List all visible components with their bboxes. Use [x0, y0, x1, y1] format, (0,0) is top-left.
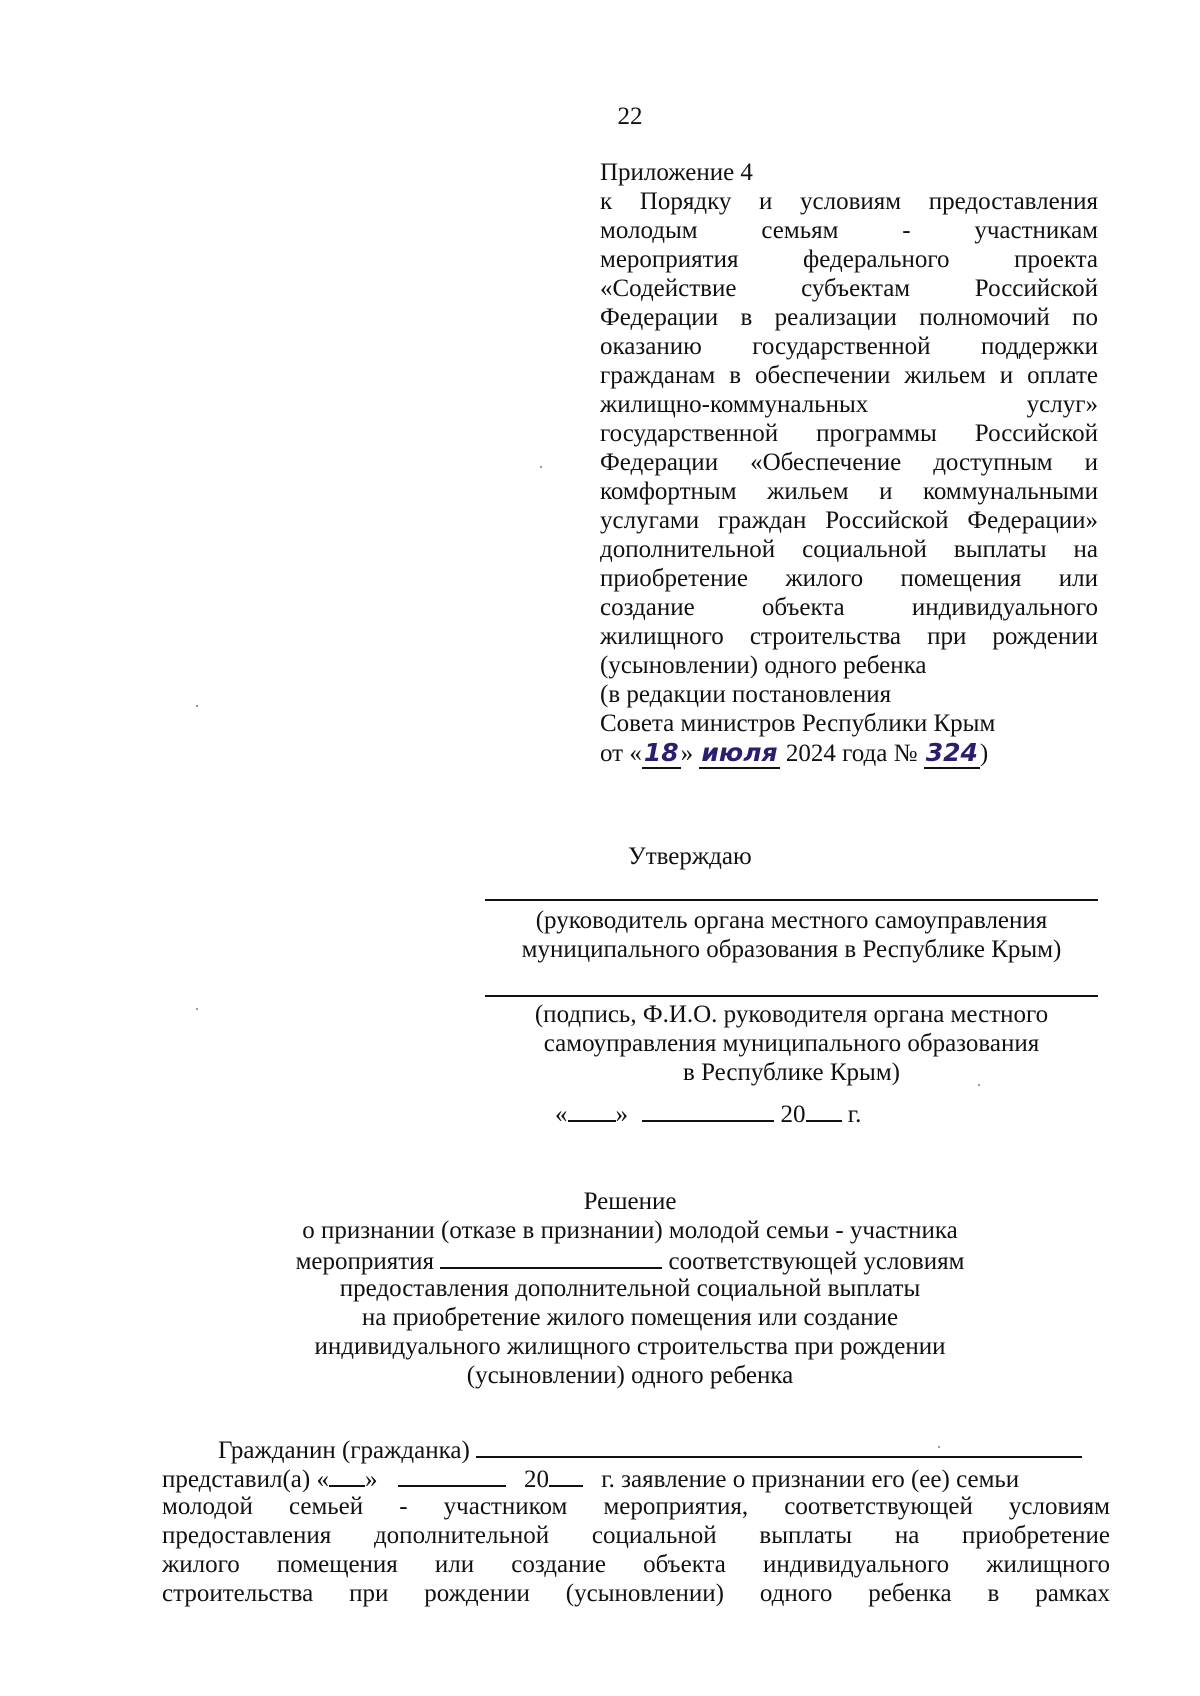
citizen-name-blank[interactable]	[476, 1434, 1082, 1458]
scan-speck	[540, 466, 542, 468]
year-blank[interactable]	[806, 1098, 842, 1122]
submitted-start: представил(а) «	[162, 1466, 329, 1493]
appendix-line: создание объекта индивидуального	[600, 594, 1098, 621]
appendix-line: Федерации «Обеспечение доступным и	[600, 449, 1098, 476]
appendix-line: дополнительной социальной выплаты на	[600, 536, 1098, 563]
appendix-line: жилищно-коммунальных услуг»	[600, 391, 1098, 418]
submitted-end: г. заявление о признании его (ее) семьи	[601, 1466, 1020, 1493]
appendix-header	[600, 158, 1098, 767]
page-number: 22	[617, 103, 643, 130]
body-line: строительства при рождении (усыновлении) одного ребенка в рамках	[162, 1580, 1110, 1607]
date-suffix: )	[979, 740, 989, 767]
date-mid: »	[680, 740, 694, 767]
submitted-year-blank[interactable]	[549, 1463, 583, 1487]
redaction-line: Совета министров Республики Крым	[600, 710, 996, 737]
appendix-line: жилищного строительства при рождении	[600, 623, 1098, 650]
appendix-line: приобретение жилого помещения или	[600, 565, 1098, 592]
head-caption-line: (руководитель органа местного самоуправления	[535, 907, 1048, 934]
date-close-quote: »	[615, 1101, 628, 1128]
appendix-line: оказанию государственной поддержки	[600, 333, 1098, 360]
handwritten-month: июля	[701, 738, 778, 767]
appendix-line: услугами граждан Российской Федерации»	[600, 507, 1098, 534]
date-prefix: от «	[600, 740, 642, 767]
handwritten-day: 18	[643, 738, 679, 767]
date-year: 20	[780, 1101, 806, 1128]
signature-caption-line: (подпись, Ф.И.О. руководителя органа местного	[534, 1001, 1049, 1028]
decision-heading	[150, 1187, 1110, 1390]
day-blank[interactable]	[568, 1098, 616, 1122]
decision-line: на приобретение жилого помещения или создание	[361, 1304, 899, 1331]
head-caption	[485, 906, 1098, 964]
appendix-line: комфортным жильем и коммунальными	[600, 478, 1098, 505]
appendix-line: мероприятия федерального проекта	[600, 246, 1098, 273]
approve-label: Утверждаю	[628, 843, 752, 870]
appendix-line: «Содействие субъектам Российской	[600, 275, 1098, 302]
scan-speck	[938, 1446, 940, 1448]
appendix-line: молодым семьям - участникам	[600, 217, 1098, 244]
month-blank[interactable]	[642, 1098, 774, 1122]
signature-caption	[485, 1000, 1098, 1087]
scan-speck	[978, 1084, 980, 1086]
citizen-label: Гражданин (гражданка)	[218, 1437, 470, 1464]
appendix-line: государственной программы Российской	[600, 420, 1098, 447]
body-line: молодой семьей - участником мероприятия, соответствующей условиям	[162, 1493, 1110, 1520]
handwritten-number: 324	[925, 738, 978, 767]
appendix-line: гражданам в обеспечении жильем и оплате	[600, 362, 1098, 389]
decision-line: индивидуального жилищного строительства при рождении	[314, 1333, 946, 1360]
scan-speck	[196, 1008, 198, 1010]
decision-line	[150, 1245, 1110, 1274]
signature-caption-line: в Республике Крым)	[683, 1059, 900, 1086]
redaction-date-line	[600, 738, 1098, 767]
submitted-quote: »	[364, 1466, 378, 1493]
submitted-year: 20	[523, 1466, 549, 1493]
decision-title: Решение	[583, 1188, 677, 1215]
appendix-line: к Порядку и условиям предоставления	[600, 188, 1098, 215]
body-line: жилого помещения или создание объекта индивидуального жилищного	[162, 1551, 1110, 1578]
citizen-line	[162, 1434, 1110, 1463]
submitted-day-blank[interactable]	[329, 1463, 365, 1487]
decision-line2-start: мероприятия	[295, 1248, 435, 1275]
event-blank[interactable]	[440, 1245, 662, 1269]
scan-speck	[196, 705, 198, 707]
head-signature-line	[485, 899, 1098, 901]
decision-line2-end: соответствующей условиям	[668, 1248, 965, 1275]
approval-date-line	[555, 1098, 861, 1129]
submitted-line	[162, 1463, 1110, 1492]
appendix-line: Федерации в реализации полномочий по	[600, 304, 1098, 331]
decision-line: (усыновлении) одного ребенка	[466, 1362, 794, 1389]
submitted-month-blank[interactable]	[398, 1463, 506, 1487]
appendix-line: (усыновлении) одного ребенка	[600, 652, 927, 679]
date-open-quote: «	[555, 1101, 568, 1128]
body-line: предоставления дополнительной социальной выплаты на приобретение	[162, 1522, 1110, 1549]
body-paragraph	[162, 1434, 1110, 1608]
date-g: г.	[847, 1101, 862, 1128]
redaction-line: (в редакции постановления	[600, 681, 892, 708]
signature-caption-line: самоуправления муниципального образования	[543, 1030, 1040, 1057]
decision-line: предоставления дополнительной социальной выплаты	[339, 1275, 921, 1302]
appendix-title: Приложение 4	[600, 159, 753, 186]
signature-line	[485, 995, 1098, 997]
date-year-text: 2024 года №	[785, 740, 918, 767]
decision-line: о признании (отказе в признании) молодой семьи - участника	[302, 1217, 958, 1244]
head-caption-line: муниципального образования в Республике Крым)	[521, 936, 1062, 963]
